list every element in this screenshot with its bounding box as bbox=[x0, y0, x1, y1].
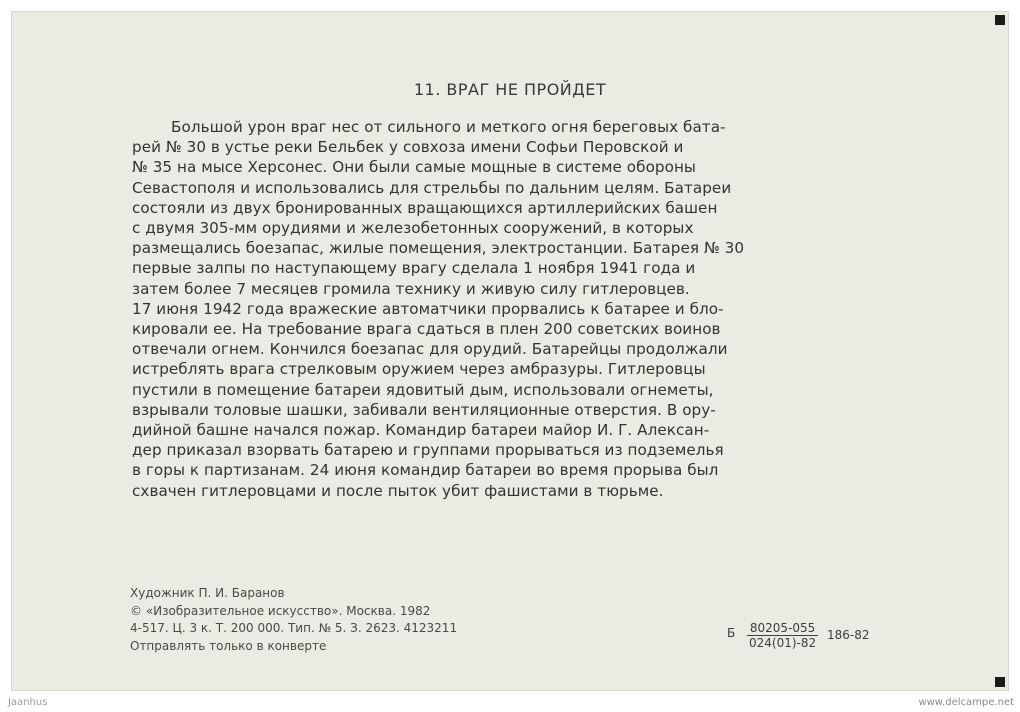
body-line: Большой урон враг нес от сильного и меткого огня береговых бата- bbox=[132, 118, 726, 136]
pub-code-letter: Б bbox=[727, 626, 736, 640]
body-line: отвечали огнем. Кончился боезапас для орудий. Батарейцы продолжали bbox=[132, 340, 728, 359]
body-line: затем более 7 месяцев громила технику и живую силу гитлеровцев. bbox=[132, 279, 690, 298]
body-line: схвачен гитлеровцами и после пыток убит фашистами в тюрьме. bbox=[132, 481, 664, 500]
body-line: № 35 на мысе Херсонес. Они были самые мощные в системе обороны bbox=[132, 158, 696, 177]
print-info: 4-517. Ц. 3 к. Т. 200 000. Тип. № 5. З. 2623. 4123211 bbox=[130, 621, 458, 635]
mailing-note: Отправлять только в конверте bbox=[130, 638, 327, 653]
site-watermark-left: Jaanhus bbox=[8, 697, 48, 708]
pub-code-denominator: 024(01)-82 bbox=[749, 636, 817, 650]
body-line: размещались боезапас, жилые помещения, электростанции. Батарея № 30 bbox=[132, 239, 745, 258]
corner-mark-top-right bbox=[995, 15, 1005, 25]
body-line: истреблять врага стрелковым оружием через амбразуры. Гитлеровцы bbox=[132, 360, 706, 379]
pub-code-suffix: 186-82 bbox=[827, 628, 870, 642]
body-line: пустили в помещение батареи ядовитый дым, использовали огнеметы, bbox=[132, 380, 714, 399]
body-line: дер приказал взорвать батарею и группами прорываться из подземелья bbox=[132, 441, 724, 460]
credits-block bbox=[130, 585, 457, 655]
postcard-back bbox=[11, 11, 1009, 691]
body-line: с двумя 305-мм орудиями и железобетонных сооружений, в которых bbox=[132, 219, 694, 238]
site-watermark-right: www.delcampe.net bbox=[918, 697, 1014, 708]
body-line: рей № 30 в устье реки Бельбек у совхоза имени Софьи Перовской и bbox=[132, 138, 684, 157]
body-line: взрывали толовые шашки, забивали вентиляционные отверстия. В ору- bbox=[132, 400, 716, 419]
body-line: первые залпы по наступающему врагу сделала 1 ноября 1941 года и bbox=[132, 259, 696, 278]
artist-credit: Художник П. И. Баранов bbox=[130, 586, 285, 600]
page-title: 11. ВРАГ НЕ ПРОЙДЕТ bbox=[413, 80, 607, 99]
body-line: в горы к партизанам. 24 июня командир батареи во время прорыва был bbox=[132, 461, 719, 480]
body-line: состояли из двух бронированных вращающихся артиллерийских башен bbox=[132, 198, 718, 217]
pub-code-fraction bbox=[747, 621, 818, 650]
body-line: Севастополя и использовались для стрельбы по дальним целям. Батареи bbox=[132, 178, 732, 197]
body-line: кировали ее. На требование врага сдаться в плен 200 советских воинов bbox=[132, 320, 721, 339]
publisher-credit: © «Изобразительное искусство». Москва. 1982 bbox=[130, 603, 431, 618]
body-line: дийной башне начался пожар. Командир батареи майор И. Г. Алексан- bbox=[132, 421, 710, 440]
pub-code-numerator: 80205-055 bbox=[747, 621, 818, 636]
body-text bbox=[132, 117, 764, 501]
body-line: 17 июня 1942 года вражеские автоматчики прорвались к батарее и бло- bbox=[132, 299, 724, 318]
corner-mark-bottom-right bbox=[995, 677, 1005, 687]
